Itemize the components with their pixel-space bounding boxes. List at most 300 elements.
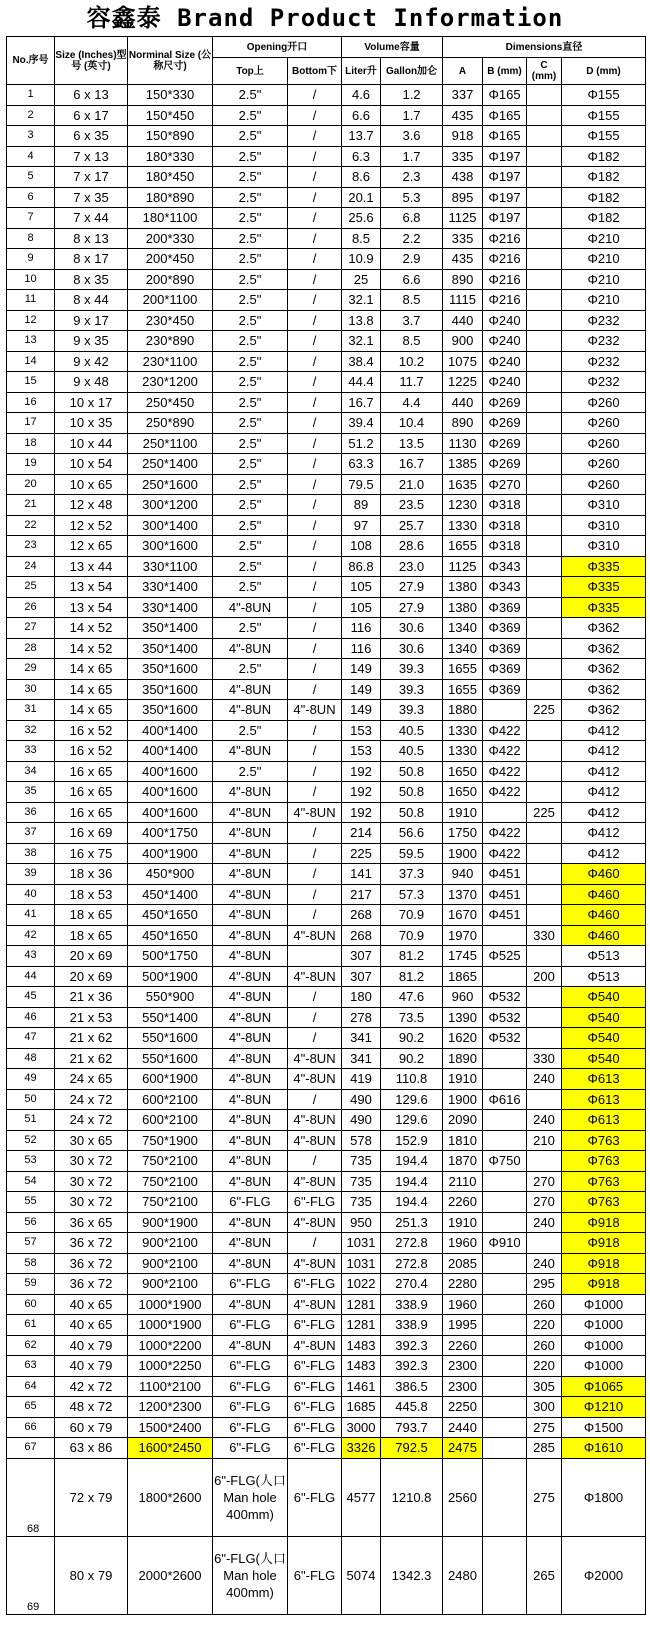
cell-liter: 105 (342, 597, 381, 618)
cell-bottom: / (288, 146, 342, 167)
cell-liter: 192 (342, 761, 381, 782)
cell-nominal: 1000*2200 (128, 1335, 213, 1356)
cell-d: Φ460 (562, 884, 646, 905)
cell-a: 1385 (443, 454, 483, 475)
cell-no: 36 (7, 802, 55, 823)
header-dimensions: Dimensions直径 (443, 37, 646, 58)
cell-nominal: 180*890 (128, 187, 213, 208)
cell-bottom: 6"-FLG (288, 1356, 342, 1377)
table-row (7, 85, 646, 106)
cell-b (483, 1274, 527, 1295)
cell-liter: 341 (342, 1028, 381, 1049)
cell-nominal: 250*450 (128, 392, 213, 413)
cell-gallon: 30.6 (381, 638, 443, 659)
cell-bottom: 6"-FLG (288, 1397, 342, 1418)
cell-bottom: 4"-8UN (288, 1130, 342, 1151)
cell-a: 895 (443, 187, 483, 208)
cell-bottom: / (288, 1089, 342, 1110)
cell-a: 2480 (443, 1536, 483, 1614)
table-row (7, 1151, 646, 1172)
cell-bottom: / (288, 638, 342, 659)
table-row (7, 474, 646, 495)
cell-size: 10 x 35 (55, 413, 128, 434)
cell-d: Φ613 (562, 1089, 646, 1110)
cell-nominal: 450*1650 (128, 905, 213, 926)
header-c: C (mm) (527, 58, 562, 85)
cell-a: 2300 (443, 1376, 483, 1397)
cell-top: 6"-FLG (213, 1356, 288, 1377)
cell-d: Φ362 (562, 659, 646, 680)
cell-nominal: 400*1900 (128, 843, 213, 864)
cell-size: 7 x 17 (55, 167, 128, 188)
cell-gallon: 10.4 (381, 413, 443, 434)
cell-a: 900 (443, 331, 483, 352)
cell-bottom: 4"-8UN (288, 1069, 342, 1090)
cell-liter: 1483 (342, 1356, 381, 1377)
table-row (7, 290, 646, 311)
cell-nominal: 230*890 (128, 331, 213, 352)
table-row (7, 1294, 646, 1315)
cell-top: 2.5" (213, 249, 288, 270)
cell-c (527, 638, 562, 659)
cell-d: Φ540 (562, 1028, 646, 1049)
cell-gallon: 194.4 (381, 1192, 443, 1213)
cell-gallon: 8.5 (381, 331, 443, 352)
cell-nominal: 350*1400 (128, 638, 213, 659)
cell-liter: 6.6 (342, 105, 381, 126)
cell-c: 270 (527, 1171, 562, 1192)
cell-nominal: 300*1600 (128, 536, 213, 557)
cell-size: 18 x 65 (55, 905, 128, 926)
cell-a: 1745 (443, 946, 483, 967)
cell-size: 60 x 79 (55, 1417, 128, 1438)
cell-no: 24 (7, 556, 55, 577)
cell-bottom: / (288, 823, 342, 844)
cell-d: Φ362 (562, 618, 646, 639)
cell-a: 337 (443, 85, 483, 106)
cell-size: 8 x 44 (55, 290, 128, 311)
cell-d: Φ412 (562, 782, 646, 803)
cell-top: 6"-FLG(人口Man hole 400mm) (213, 1536, 288, 1614)
cell-b (483, 1335, 527, 1356)
cell-gallon: 129.6 (381, 1110, 443, 1131)
table-row (7, 1274, 646, 1295)
cell-top: 6"-FLG (213, 1192, 288, 1213)
cell-liter: 1281 (342, 1315, 381, 1336)
cell-no: 2 (7, 105, 55, 126)
cell-liter: 153 (342, 720, 381, 741)
cell-size: 21 x 62 (55, 1028, 128, 1049)
cell-b: Φ532 (483, 1028, 527, 1049)
cell-nominal: 180*450 (128, 167, 213, 188)
cell-gallon: 70.9 (381, 905, 443, 926)
cell-a: 1130 (443, 433, 483, 454)
cell-size: 16 x 65 (55, 761, 128, 782)
cell-c: 305 (527, 1376, 562, 1397)
table-row (7, 228, 646, 249)
cell-d: Φ335 (562, 597, 646, 618)
cell-b: Φ422 (483, 823, 527, 844)
table-row (7, 638, 646, 659)
cell-nominal: 400*1750 (128, 823, 213, 844)
cell-size: 80 x 79 (55, 1536, 128, 1614)
table-row (7, 515, 646, 536)
cell-top: 4"-8UN (213, 884, 288, 905)
cell-top: 6"-FLG (213, 1376, 288, 1397)
page-title: 容鑫泰 Brand Product Information (86, 4, 564, 32)
cell-nominal: 450*900 (128, 864, 213, 885)
cell-a: 1670 (443, 905, 483, 926)
cell-no: 45 (7, 987, 55, 1008)
cell-liter: 25 (342, 269, 381, 290)
cell-top: 2.5" (213, 351, 288, 372)
cell-liter: 307 (342, 966, 381, 987)
table-row (7, 802, 646, 823)
cell-bottom: / (288, 392, 342, 413)
cell-c (527, 1089, 562, 1110)
cell-b: Φ197 (483, 187, 527, 208)
cell-top: 4"-8UN (213, 905, 288, 926)
cell-d: Φ182 (562, 208, 646, 229)
cell-gallon: 27.9 (381, 577, 443, 598)
cell-nominal: 1100*2100 (128, 1376, 213, 1397)
cell-d: Φ412 (562, 802, 646, 823)
cell-no: 38 (7, 843, 55, 864)
cell-gallon: 270.4 (381, 1274, 443, 1295)
cell-no: 55 (7, 1192, 55, 1213)
cell-no: 35 (7, 782, 55, 803)
cell-nominal: 2000*2600 (128, 1536, 213, 1614)
table-row (7, 208, 646, 229)
cell-a: 2260 (443, 1335, 483, 1356)
cell-c (527, 1233, 562, 1254)
header-size-label: Size (Inches)型号 (英寸) (55, 49, 127, 72)
cell-gallon: 338.9 (381, 1315, 443, 1336)
table-row (7, 1130, 646, 1151)
cell-d: Φ155 (562, 105, 646, 126)
cell-bottom: / (288, 433, 342, 454)
cell-c: 240 (527, 1110, 562, 1131)
cell-size: 36 x 72 (55, 1233, 128, 1254)
cell-liter: 116 (342, 638, 381, 659)
cell-a: 1910 (443, 1212, 483, 1233)
cell-gallon: 13.5 (381, 433, 443, 454)
cell-liter: 105 (342, 577, 381, 598)
cell-gallon: 338.9 (381, 1294, 443, 1315)
cell-d: Φ182 (562, 146, 646, 167)
cell-size: 14 x 52 (55, 638, 128, 659)
cell-d: Φ210 (562, 269, 646, 290)
cell-a: 1340 (443, 618, 483, 639)
cell-bottom: / (288, 536, 342, 557)
cell-top: 2.5" (213, 85, 288, 106)
cell-size: 63 x 86 (55, 1438, 128, 1459)
cell-nominal: 750*2100 (128, 1171, 213, 1192)
cell-bottom: 6"-FLG (288, 1536, 342, 1614)
cell-size: 12 x 65 (55, 536, 128, 557)
cell-b (483, 925, 527, 946)
cell-c (527, 433, 562, 454)
cell-b: Φ318 (483, 515, 527, 536)
cell-c (527, 720, 562, 741)
cell-nominal: 600*2100 (128, 1089, 213, 1110)
cell-liter: 735 (342, 1171, 381, 1192)
cell-b: Φ240 (483, 372, 527, 393)
cell-b: Φ422 (483, 720, 527, 741)
cell-bottom: / (288, 208, 342, 229)
cell-top: 4"-8UN (213, 1212, 288, 1233)
cell-size: 24 x 72 (55, 1110, 128, 1131)
cell-c (527, 372, 562, 393)
cell-top: 4"-8UN (213, 987, 288, 1008)
cell-size: 7 x 13 (55, 146, 128, 167)
cell-c (527, 167, 562, 188)
cell-a: 435 (443, 249, 483, 270)
cell-nominal: 200*450 (128, 249, 213, 270)
cell-bottom: / (288, 1151, 342, 1172)
cell-b: Φ197 (483, 167, 527, 188)
cell-liter: 97 (342, 515, 381, 536)
table-row (7, 392, 646, 413)
cell-a: 2280 (443, 1274, 483, 1295)
cell-d: Φ210 (562, 228, 646, 249)
cell-bottom: / (288, 372, 342, 393)
cell-c: 270 (527, 1192, 562, 1213)
cell-size: 13 x 54 (55, 597, 128, 618)
cell-liter: 16.7 (342, 392, 381, 413)
cell-no: 62 (7, 1335, 55, 1356)
cell-gallon: 272.8 (381, 1253, 443, 1274)
cell-c (527, 310, 562, 331)
cell-nominal: 330*1400 (128, 577, 213, 598)
cell-size: 14 x 65 (55, 700, 128, 721)
cell-top: 4"-8UN (213, 1151, 288, 1172)
cell-bottom: / (288, 905, 342, 926)
cell-c (527, 577, 562, 598)
cell-gallon: 50.8 (381, 802, 443, 823)
table-row (7, 1171, 646, 1192)
cell-b: Φ525 (483, 946, 527, 967)
cell-c (527, 618, 562, 639)
table-row (7, 659, 646, 680)
cell-nominal: 1000*1900 (128, 1315, 213, 1336)
cell-a: 1880 (443, 700, 483, 721)
table-row (7, 679, 646, 700)
table-row (7, 1397, 646, 1418)
cell-top: 2.5" (213, 146, 288, 167)
cell-d: Φ362 (562, 700, 646, 721)
cell-size: 20 x 69 (55, 946, 128, 967)
cell-c (527, 659, 562, 680)
cell-c (527, 741, 562, 762)
cell-b: Φ451 (483, 884, 527, 905)
cell-gallon: 30.6 (381, 618, 443, 639)
cell-size: 12 x 52 (55, 515, 128, 536)
cell-top: 2.5" (213, 433, 288, 454)
cell-c (527, 228, 562, 249)
cell-bottom (288, 946, 342, 967)
cell-d: Φ513 (562, 966, 646, 987)
cell-nominal: 900*2100 (128, 1233, 213, 1254)
cell-c: 295 (527, 1274, 562, 1295)
cell-top: 2.5" (213, 372, 288, 393)
cell-no: 28 (7, 638, 55, 659)
cell-d: Φ1610 (562, 1438, 646, 1459)
cell-no: 65 (7, 1397, 55, 1418)
cell-bottom: / (288, 515, 342, 536)
cell-bottom: / (288, 987, 342, 1008)
cell-b (483, 1069, 527, 1090)
cell-d: Φ1800 (562, 1458, 646, 1536)
cell-top: 2.5" (213, 105, 288, 126)
table-row (7, 1110, 646, 1131)
cell-liter: 268 (342, 905, 381, 926)
cell-a: 1370 (443, 884, 483, 905)
cell-nominal: 250*1100 (128, 433, 213, 454)
cell-d: Φ540 (562, 987, 646, 1008)
cell-top: 6"-FLG (213, 1417, 288, 1438)
cell-liter: 1281 (342, 1294, 381, 1315)
table-row (7, 700, 646, 721)
cell-top: 2.5" (213, 228, 288, 249)
cell-b (483, 1315, 527, 1336)
cell-size: 14 x 65 (55, 679, 128, 700)
cell-liter: 141 (342, 864, 381, 885)
cell-liter: 51.2 (342, 433, 381, 454)
cell-d: Φ918 (562, 1212, 646, 1233)
cell-bottom: / (288, 618, 342, 639)
cell-c (527, 987, 562, 1008)
cell-c (527, 331, 562, 352)
cell-gallon: 81.2 (381, 966, 443, 987)
cell-gallon: 40.5 (381, 741, 443, 762)
cell-a: 960 (443, 987, 483, 1008)
cell-no: 66 (7, 1417, 55, 1438)
cell-b: Φ165 (483, 105, 527, 126)
cell-liter: 1685 (342, 1397, 381, 1418)
cell-b: Φ269 (483, 413, 527, 434)
cell-liter: 180 (342, 987, 381, 1008)
cell-liter: 1031 (342, 1233, 381, 1254)
cell-size: 9 x 17 (55, 310, 128, 331)
cell-size: 30 x 72 (55, 1192, 128, 1213)
cell-no: 47 (7, 1028, 55, 1049)
table-row (7, 1536, 646, 1614)
cell-top: 2.5" (213, 556, 288, 577)
cell-nominal: 350*1400 (128, 618, 213, 639)
cell-liter: 1461 (342, 1376, 381, 1397)
cell-top: 4"-8UN (213, 946, 288, 967)
cell-nominal: 150*890 (128, 126, 213, 147)
cell-a: 1330 (443, 720, 483, 741)
cell-no: 54 (7, 1171, 55, 1192)
table-row (7, 925, 646, 946)
cell-size: 16 x 52 (55, 720, 128, 741)
table-row (7, 741, 646, 762)
cell-no: 64 (7, 1376, 55, 1397)
cell-nominal: 900*2100 (128, 1274, 213, 1295)
cell-d: Φ1000 (562, 1294, 646, 1315)
cell-size: 18 x 53 (55, 884, 128, 905)
cell-no: 49 (7, 1069, 55, 1090)
cell-top: 2.5" (213, 659, 288, 680)
cell-a: 1995 (443, 1315, 483, 1336)
cell-no: 60 (7, 1294, 55, 1315)
cell-c (527, 946, 562, 967)
cell-b: Φ369 (483, 659, 527, 680)
cell-b: Φ240 (483, 310, 527, 331)
table-row (7, 351, 646, 372)
cell-gallon: 251.3 (381, 1212, 443, 1233)
cell-c (527, 556, 562, 577)
table-row (7, 1458, 646, 1536)
cell-bottom: 6"-FLG (288, 1192, 342, 1213)
cell-b (483, 1048, 527, 1069)
cell-c (527, 884, 562, 905)
cell-b: Φ197 (483, 146, 527, 167)
cell-gallon: 39.3 (381, 700, 443, 721)
cell-nominal: 300*1200 (128, 495, 213, 516)
cell-c (527, 823, 562, 844)
cell-no: 19 (7, 454, 55, 475)
cell-no: 57 (7, 1233, 55, 1254)
cell-a: 2560 (443, 1458, 483, 1536)
cell-d: Φ260 (562, 433, 646, 454)
cell-gallon: 194.4 (381, 1171, 443, 1192)
cell-c: 240 (527, 1212, 562, 1233)
cell-b: Φ165 (483, 126, 527, 147)
cell-d: Φ763 (562, 1171, 646, 1192)
cell-b: Φ532 (483, 987, 527, 1008)
cell-bottom: 4"-8UN (288, 925, 342, 946)
cell-a: 1330 (443, 515, 483, 536)
table-row (7, 1417, 646, 1438)
cell-c: 275 (527, 1458, 562, 1536)
cell-c (527, 679, 562, 700)
cell-liter: 419 (342, 1069, 381, 1090)
cell-c: 275 (527, 1417, 562, 1438)
cell-liter: 86.8 (342, 556, 381, 577)
cell-size: 9 x 48 (55, 372, 128, 393)
cell-d: Φ1500 (562, 1417, 646, 1438)
cell-liter: 307 (342, 946, 381, 967)
table-row (7, 823, 646, 844)
cell-a: 1870 (443, 1151, 483, 1172)
cell-top: 4"-8UN (213, 597, 288, 618)
cell-bottom: / (288, 249, 342, 270)
cell-d: Φ310 (562, 515, 646, 536)
cell-size: 72 x 79 (55, 1458, 128, 1536)
cell-bottom: / (288, 310, 342, 331)
cell-c (527, 864, 562, 885)
cell-liter: 217 (342, 884, 381, 905)
cell-top: 4"-8UN (213, 1130, 288, 1151)
cell-nominal: 450*1650 (128, 925, 213, 946)
cell-top: 4"-8UN (213, 1171, 288, 1192)
cell-nominal: 550*1600 (128, 1048, 213, 1069)
cell-bottom: / (288, 864, 342, 885)
cell-gallon: 90.2 (381, 1048, 443, 1069)
cell-top: 2.5" (213, 515, 288, 536)
cell-size: 9 x 35 (55, 331, 128, 352)
cell-c (527, 1007, 562, 1028)
cell-b (483, 1458, 527, 1536)
header-liter: Liter升 (342, 58, 381, 85)
cell-no: 68 (7, 1458, 55, 1536)
cell-no: 44 (7, 966, 55, 987)
cell-no: 41 (7, 905, 55, 926)
cell-b (483, 966, 527, 987)
